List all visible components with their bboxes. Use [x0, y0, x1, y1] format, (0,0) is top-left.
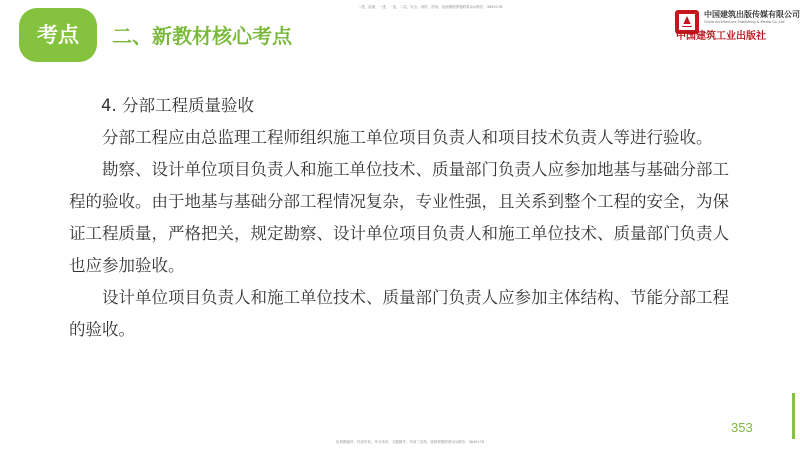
content-paragraph: 设计单位项目负责人和施工单位技术、质量部门负责人应参加主体结构、节能分部工程的验收。 — [69, 288, 729, 339]
content-paragraph: 勘察、设计单位项目负责人和施工单位技术、质量部门负责人应参加地基与基础分部工程的验收。由于地基与基础分部工程情况复杂，专业性强，且关系到整个工程的安全，为保证工程质量，严格把关，规定勘察、设计单位项目负责人和施工单位技术、质量部门负责人也应参加验收。 — [69, 160, 729, 275]
content-paragraph: 分部工程应由总监理工程师组织施工单位项目负责人和项目技术负责人等进行验收。 — [102, 128, 713, 147]
bottom-watermark-note: 包押题辅导、内部内训、考点串讲、习题精考、考前三页纸、统使押题联系QQ/微信：3849178 — [335, 440, 485, 444]
publisher-name-en: China Architecture Publishing & Media Co.,Ltd — [704, 20, 785, 24]
top-watermark-note: 二建、监理、一建、一造、二造、安全、消防、咨询、检测课程押题联系QQ/微信：3849178 — [357, 5, 503, 9]
slide-content — [69, 90, 741, 346]
content-heading: 4. 分部工程质量验收 — [101, 96, 254, 115]
publisher-calligraphy: 中国建筑工业出版社 — [676, 31, 766, 42]
publisher-logo-block — [674, 9, 800, 43]
section-title: 二、新教材核心考点 — [112, 24, 292, 48]
publisher-name-cn: 中国建筑出版传媒有限公司 — [704, 10, 800, 19]
topic-badge — [19, 8, 97, 62]
page-number: 353 — [731, 420, 753, 435]
accent-line — [792, 393, 795, 439]
topic-badge-label: 考点 — [37, 23, 79, 47]
